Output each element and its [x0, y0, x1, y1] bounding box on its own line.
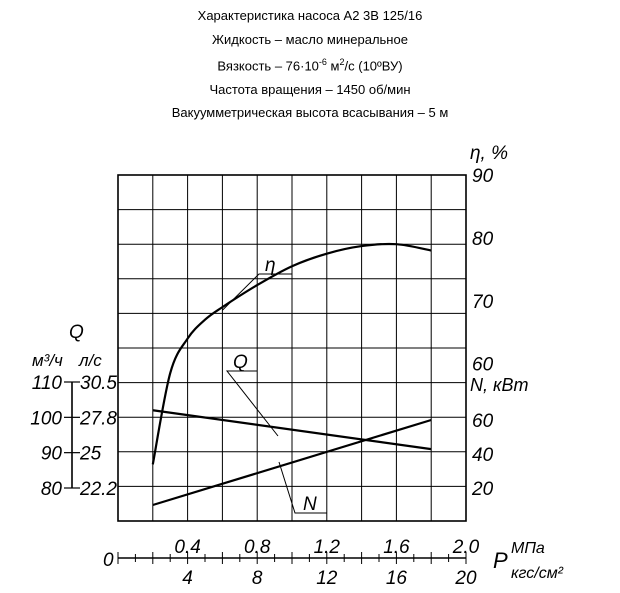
x-mpa-tick-label: 0.8 [243, 537, 271, 558]
viscosity-unit: м [326, 58, 340, 74]
viscosity-unit-exp: 2 [339, 57, 345, 67]
subtitle-speed: Частота вращения – 1450 об/мин [209, 81, 411, 97]
viscosity-exp: -6 [318, 57, 327, 67]
viscosity-text: Вязкость – 76·10 [217, 58, 319, 74]
x-mpa-tick-label: 1.6 [383, 537, 410, 558]
eta-tick-label: 60 [472, 354, 494, 376]
q-axis-label: Q [69, 322, 84, 343]
n-tick-label: 40 [472, 445, 494, 466]
eta-tick-label: 80 [472, 228, 494, 250]
viscosity-tail: /с (10ºВУ) [344, 58, 403, 74]
x-mpa-tick-label: 1.2 [313, 537, 341, 558]
series-leader-q [227, 371, 278, 436]
x-kgf-tick-label: 20 [455, 568, 477, 589]
q-ls-tick-label: 27.8 [80, 408, 117, 430]
q-ls-tick-label: 25 [80, 443, 102, 465]
q-unit-ls: л/с [79, 351, 102, 370]
x-kgf-tick-label: 4 [182, 568, 193, 589]
n-axis-label: N, кВт [470, 375, 529, 395]
x-kgf-tick-label: 16 [385, 568, 407, 589]
chart-title: Характеристика насоса А2 3В 125/16 [197, 8, 423, 23]
x-kgf-tick-label: 12 [316, 568, 338, 589]
x-axis-symbol: P [493, 548, 508, 573]
q-m3h-tick-label: 110 [31, 373, 62, 394]
n-tick-label: 20 [472, 479, 494, 500]
eta-tick-label: 70 [472, 291, 494, 313]
x-unit-mpa: МПа [511, 540, 545, 557]
x-zero-label: 0 [103, 550, 114, 571]
eta-tick-label: 90 [472, 166, 494, 187]
q-ls-tick-label: 22.2 [80, 479, 117, 500]
x-unit-kgf: кгс/см² [511, 565, 564, 582]
x-mpa-tick-label: 0.4 [174, 537, 201, 558]
subtitle-liquid: Жидкость – масло минеральное [212, 31, 408, 47]
series-label-n: N [303, 494, 317, 515]
series-label-eta: η [265, 255, 276, 276]
x-mpa-tick-label: 2.0 [452, 537, 480, 558]
series-label-q: Q [233, 352, 248, 373]
q-ls-tick-label: 30.5 [80, 373, 117, 394]
x-kgf-tick-label: 8 [251, 568, 263, 589]
q-unit-m3h: м³/ч [32, 351, 63, 370]
q-m3h-tick-label: 80 [40, 479, 62, 500]
eta-axis-label: η, % [470, 143, 508, 164]
q-m3h-tick-label: 90 [40, 443, 62, 465]
q-m3h-tick-label: 100 [30, 408, 62, 430]
subtitle-suction: Вакуумметрическая высота всасывания – 5 м [171, 105, 449, 121]
n-tick-label: 60 [472, 411, 494, 432]
